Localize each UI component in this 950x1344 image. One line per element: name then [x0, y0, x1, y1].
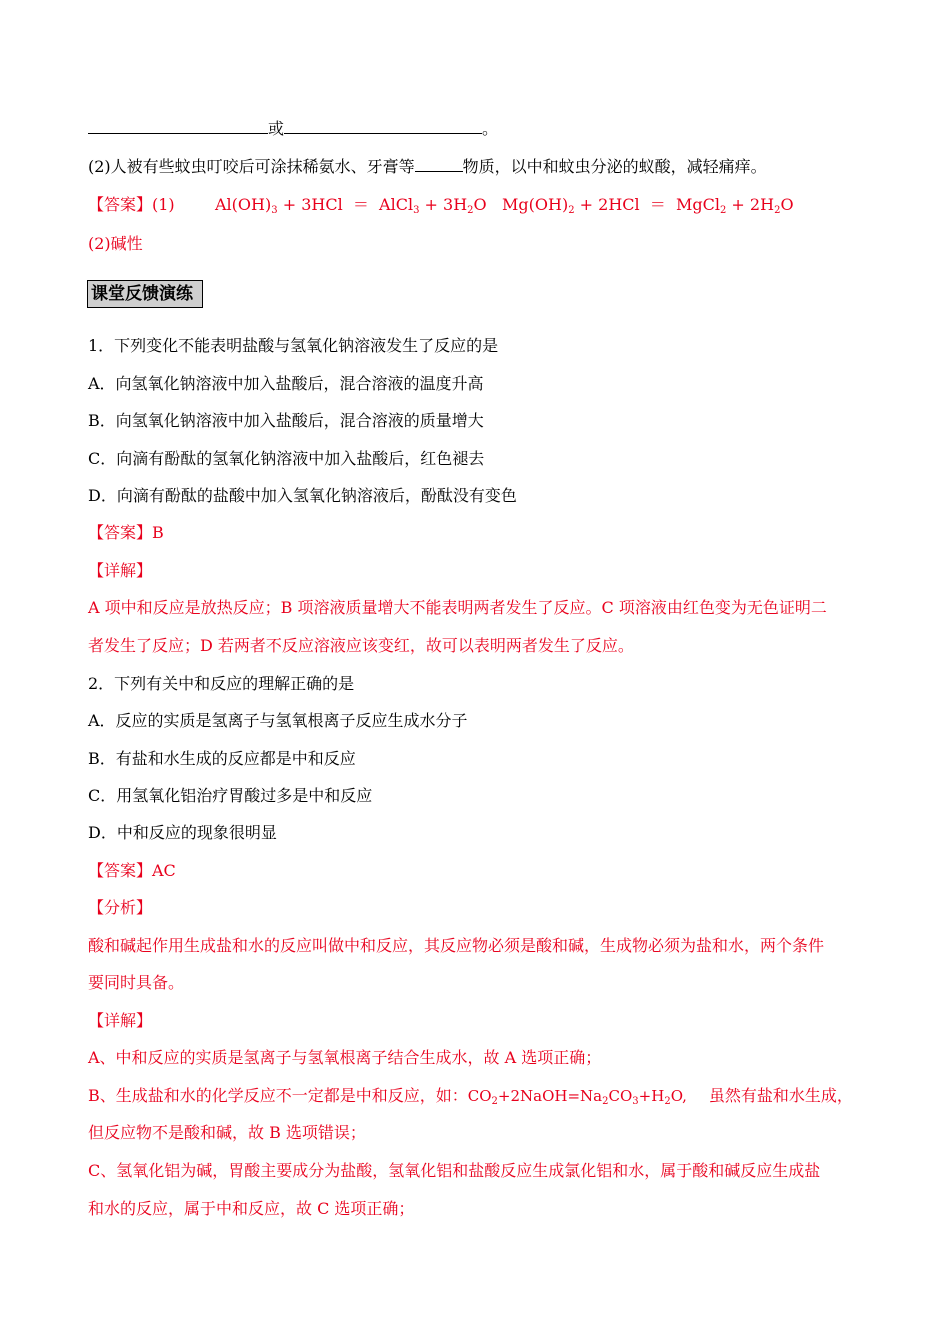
equation-2: $Mg(OH)_2 + 2HCl$ ＝ MgCl$_2$ + $2H_2O$: [502, 195, 794, 216]
q2-option-d: D．中和反应的现象很明显: [88, 823, 277, 842]
q1-detail-line-2: 者发生了反应；D 若两者不反应溶液应该变红，故可以表明两者发生了反应。: [88, 636, 634, 655]
q2-prefix: (2)人被有些蚊虫叮咬后可涂抹稀氨水、牙膏等: [88, 157, 415, 176]
q1-option-a: A．向氢氧化钠溶液中加入盐酸后，混合溶液的温度升高: [88, 374, 484, 393]
q1-option-d: D．向滴有酚酞的盐酸中加入氢氧化钠溶液后，酚酞没有变色: [88, 486, 517, 505]
blank-2[interactable]: [284, 119, 482, 134]
q1-option-b: B．向氢氧化钠溶液中加入盐酸后，混合溶液的质量增大: [88, 411, 484, 430]
q2-detail-c-line-1: C、氢氧化铝为碱，胃酸主要成分为盐酸，氢氧化铝和盐酸反应生成氯化铝和水，属于酸和碱反应生成盐: [88, 1161, 821, 1180]
blank-3[interactable]: [415, 157, 463, 172]
q2-stem: 2．下列有关中和反应的理解正确的是: [88, 674, 355, 693]
q1-stem: 1．下列变化不能表明盐酸与氢氧化钠溶液发生了反应的是: [88, 336, 499, 355]
q2-option-a: A．反应的实质是氢离子与氢氧根离子反应生成水分子: [88, 711, 468, 730]
q2-option-c: C．用氢氧化铝治疗胃酸过多是中和反应: [88, 786, 373, 805]
q1-detail-tag: 【详解】: [88, 561, 153, 580]
q2-analysis-line-1: 酸和碱起作用生成盐和水的反应叫做中和反应，其反应物必须是酸和碱，生成物必须为盐和水，两个条件: [88, 936, 825, 955]
answer-equations: [88, 194, 868, 216]
q2-option-b: B．有盐和水生成的反应都是中和反应: [88, 749, 356, 768]
period: 。: [482, 119, 499, 138]
blank-1[interactable]: [88, 119, 268, 134]
answer-tag: 【答案】(1): [88, 195, 175, 214]
answer-2: (2)碱性: [88, 234, 143, 253]
q2-detail-a: A、中和反应的实质是氢离子与氢氧根离子结合生成水，故 A 选项正确；: [88, 1048, 602, 1067]
section-title: 课堂反馈演练: [87, 280, 203, 308]
q2-detail-b-line-2: 但反应物不是酸和碱，故 B 选项错误；: [88, 1123, 366, 1142]
q2-detail-b: B、生成盐和水的化学反应不一定都是中和反应，如：$CO_2+2NaOH=Na_2CO_3+H_2O$, 虽然有盐和水生成，: [88, 1086, 853, 1107]
or-word: 或: [268, 119, 285, 138]
q1-option-c: C．向滴有酚酞的氢氧化钠溶液中加入盐酸后，红色褪去: [88, 449, 485, 468]
q1-answer: 【答案】B: [88, 523, 164, 542]
q2-suffix: 物质，以中和蚊虫分泌的蚁酸，减轻痛痒。: [462, 157, 767, 176]
q1-detail-line-1: A 项中和反应是放热反应；B 项溶液质量增大不能表明两者发生了反应。C 项溶液由红色变为无色证明二: [88, 598, 827, 617]
equation-1: $Al(OH)_3 + 3HCl$ ＝ AlCl$_3$ + $3H_2O$: [215, 195, 487, 216]
q2-detail-tag: 【详解】: [88, 1011, 153, 1030]
chem-formula: $CO_2+2NaOH=Na_2CO_3+H_2O$,: [467, 1087, 687, 1107]
q2-answer: 【答案】AC: [88, 861, 176, 880]
q2-analysis-line-2: 要同时具备。: [88, 973, 185, 992]
q2-detail-c-line-2: 和水的反应，属于中和反应，故 C 选项正确；: [88, 1199, 415, 1218]
fill-blank-line: [88, 118, 498, 140]
q2-analysis-tag: 【分析】: [88, 898, 153, 917]
question-2-text: [88, 156, 767, 178]
